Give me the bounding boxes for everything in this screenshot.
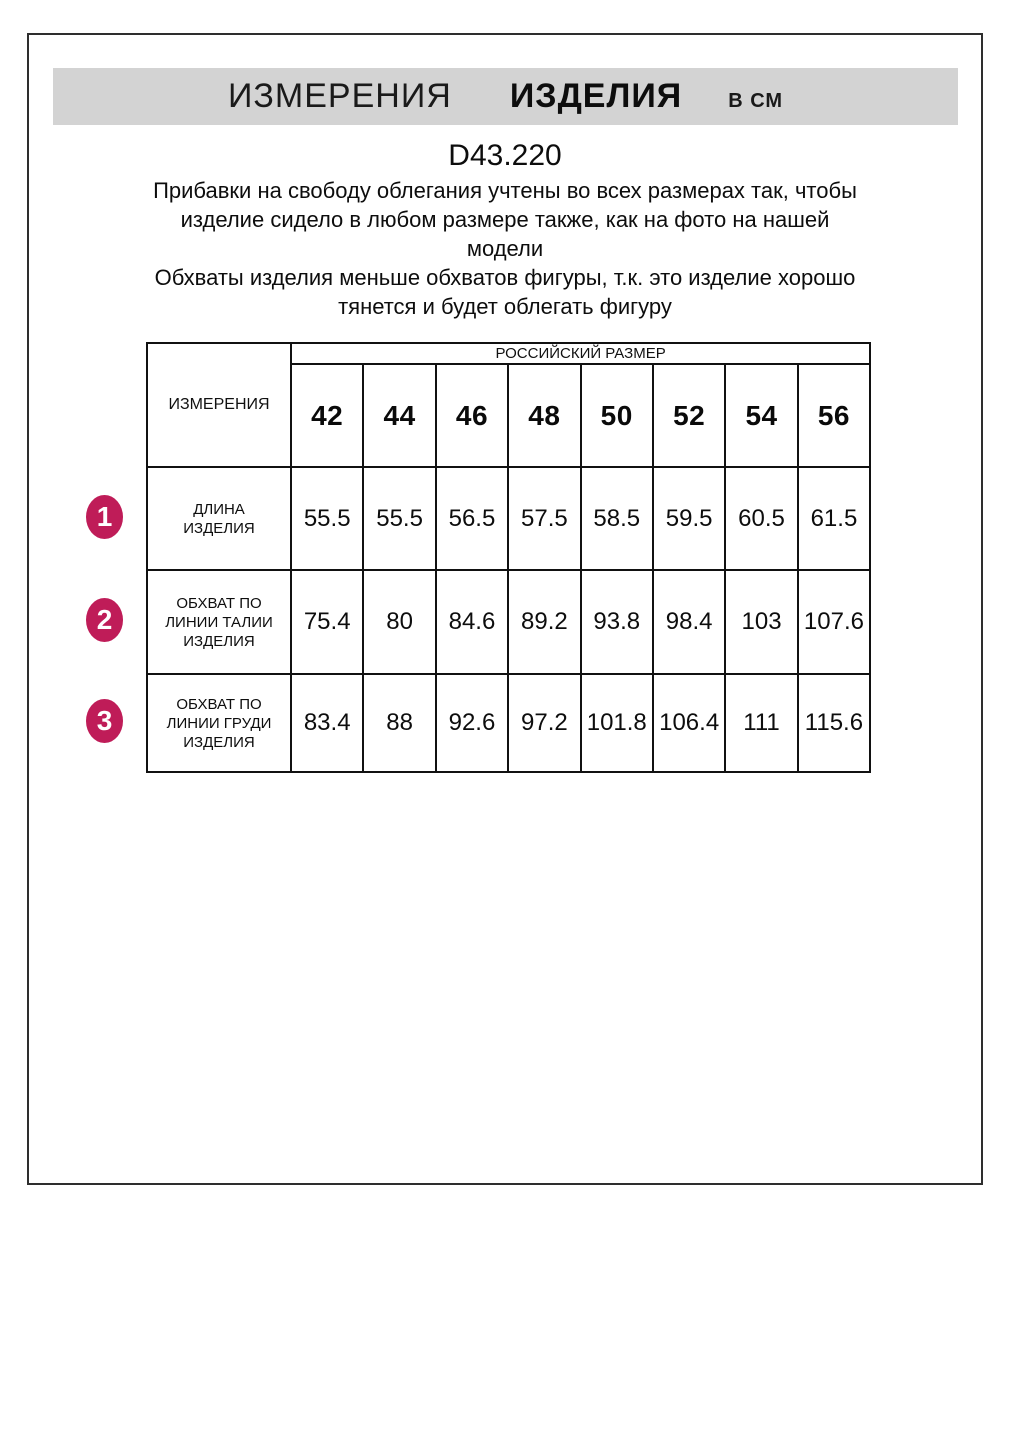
measure-value: 75.4: [291, 570, 363, 674]
row-label-line: ДЛИНА: [193, 500, 245, 518]
measure-value: 106.4: [653, 674, 725, 772]
intro-line: модели: [466, 236, 544, 261]
title-product: ИЗДЕЛИЯ: [509, 77, 683, 115]
row-label: [147, 467, 291, 570]
measure-value: 59.5: [653, 467, 725, 570]
intro-line: тянется и будет облегать фигуру: [338, 294, 672, 319]
table-row-length: [147, 467, 870, 570]
row-number-badge: 1: [86, 495, 123, 539]
measure-value: 101.8: [581, 674, 653, 772]
row-label-line: ИЗДЕЛИЯ: [183, 519, 255, 537]
row-label-line: ИЗДЕЛИЯ: [183, 733, 255, 751]
size-column-header: 46: [436, 364, 508, 467]
size-column-header: 56: [798, 364, 870, 467]
intro-paragraph-stretch: [27, 263, 983, 321]
title-bar: [53, 68, 958, 125]
intro-line: изделие сидело в любом размере также, как на фото на нашей: [180, 207, 830, 232]
measure-value: 111: [725, 674, 797, 772]
page-title: [228, 77, 783, 116]
row-number-badge: 2: [86, 598, 123, 642]
size-column-header: 50: [581, 364, 653, 467]
table-row-chest: [147, 674, 870, 772]
size-column-header: 44: [363, 364, 435, 467]
measure-value: 92.6: [436, 674, 508, 772]
title-measurements: ИЗМЕРЕНИЯ: [227, 77, 452, 115]
size-table: [146, 342, 871, 773]
row-label-line: ЛИНИИ ТАЛИИ: [165, 613, 273, 631]
intro-paragraph-fit: [27, 176, 983, 263]
measure-value: 107.6: [798, 570, 870, 674]
measure-value: 89.2: [508, 570, 580, 674]
size-column-header: 48: [508, 364, 580, 467]
intro-line: Обхваты изделия меньше обхватов фигуры, т.к. это изделие хорошо: [154, 265, 856, 290]
row-label: [147, 674, 291, 772]
row-label-line: ИЗДЕЛИЯ: [183, 632, 255, 650]
measure-value: 83.4: [291, 674, 363, 772]
size-column-header: 52: [653, 364, 725, 467]
measure-value: 98.4: [653, 570, 725, 674]
measure-value: 88: [363, 674, 435, 772]
measure-value: 60.5: [725, 467, 797, 570]
row-label-line: ЛИНИИ ГРУДИ: [166, 714, 272, 732]
measure-value: 103: [725, 570, 797, 674]
measure-value: 93.8: [581, 570, 653, 674]
model-code: D43.220: [448, 139, 562, 172]
size-table-container: [146, 342, 871, 773]
measure-value: 84.6: [436, 570, 508, 674]
size-column-header: 42: [291, 364, 363, 467]
size-column-header: 54: [725, 364, 797, 467]
row-number-badge: 3: [86, 699, 123, 743]
table-group-header: РОССИЙСКИЙ РАЗМЕР: [291, 343, 870, 364]
measure-value: 57.5: [508, 467, 580, 570]
measure-value: 56.5: [436, 467, 508, 570]
measure-value: 115.6: [798, 674, 870, 772]
measure-value: 58.5: [581, 467, 653, 570]
measure-value: 55.5: [363, 467, 435, 570]
table-corner-header: ИЗМЕРЕНИЯ: [147, 343, 291, 467]
measure-value: 55.5: [291, 467, 363, 570]
table-row-waist: [147, 570, 870, 674]
row-label: [147, 570, 291, 674]
title-units: В СМ: [728, 90, 784, 112]
measure-value: 80: [363, 570, 435, 674]
row-label-line: ОБХВАТ ПО: [176, 695, 262, 713]
measure-value: 97.2: [508, 674, 580, 772]
intro-line: Прибавки на свободу облегания учтены во всех размерах так, чтобы: [153, 178, 857, 203]
row-label-line: ОБХВАТ ПО: [176, 594, 262, 612]
measure-value: 61.5: [798, 467, 870, 570]
